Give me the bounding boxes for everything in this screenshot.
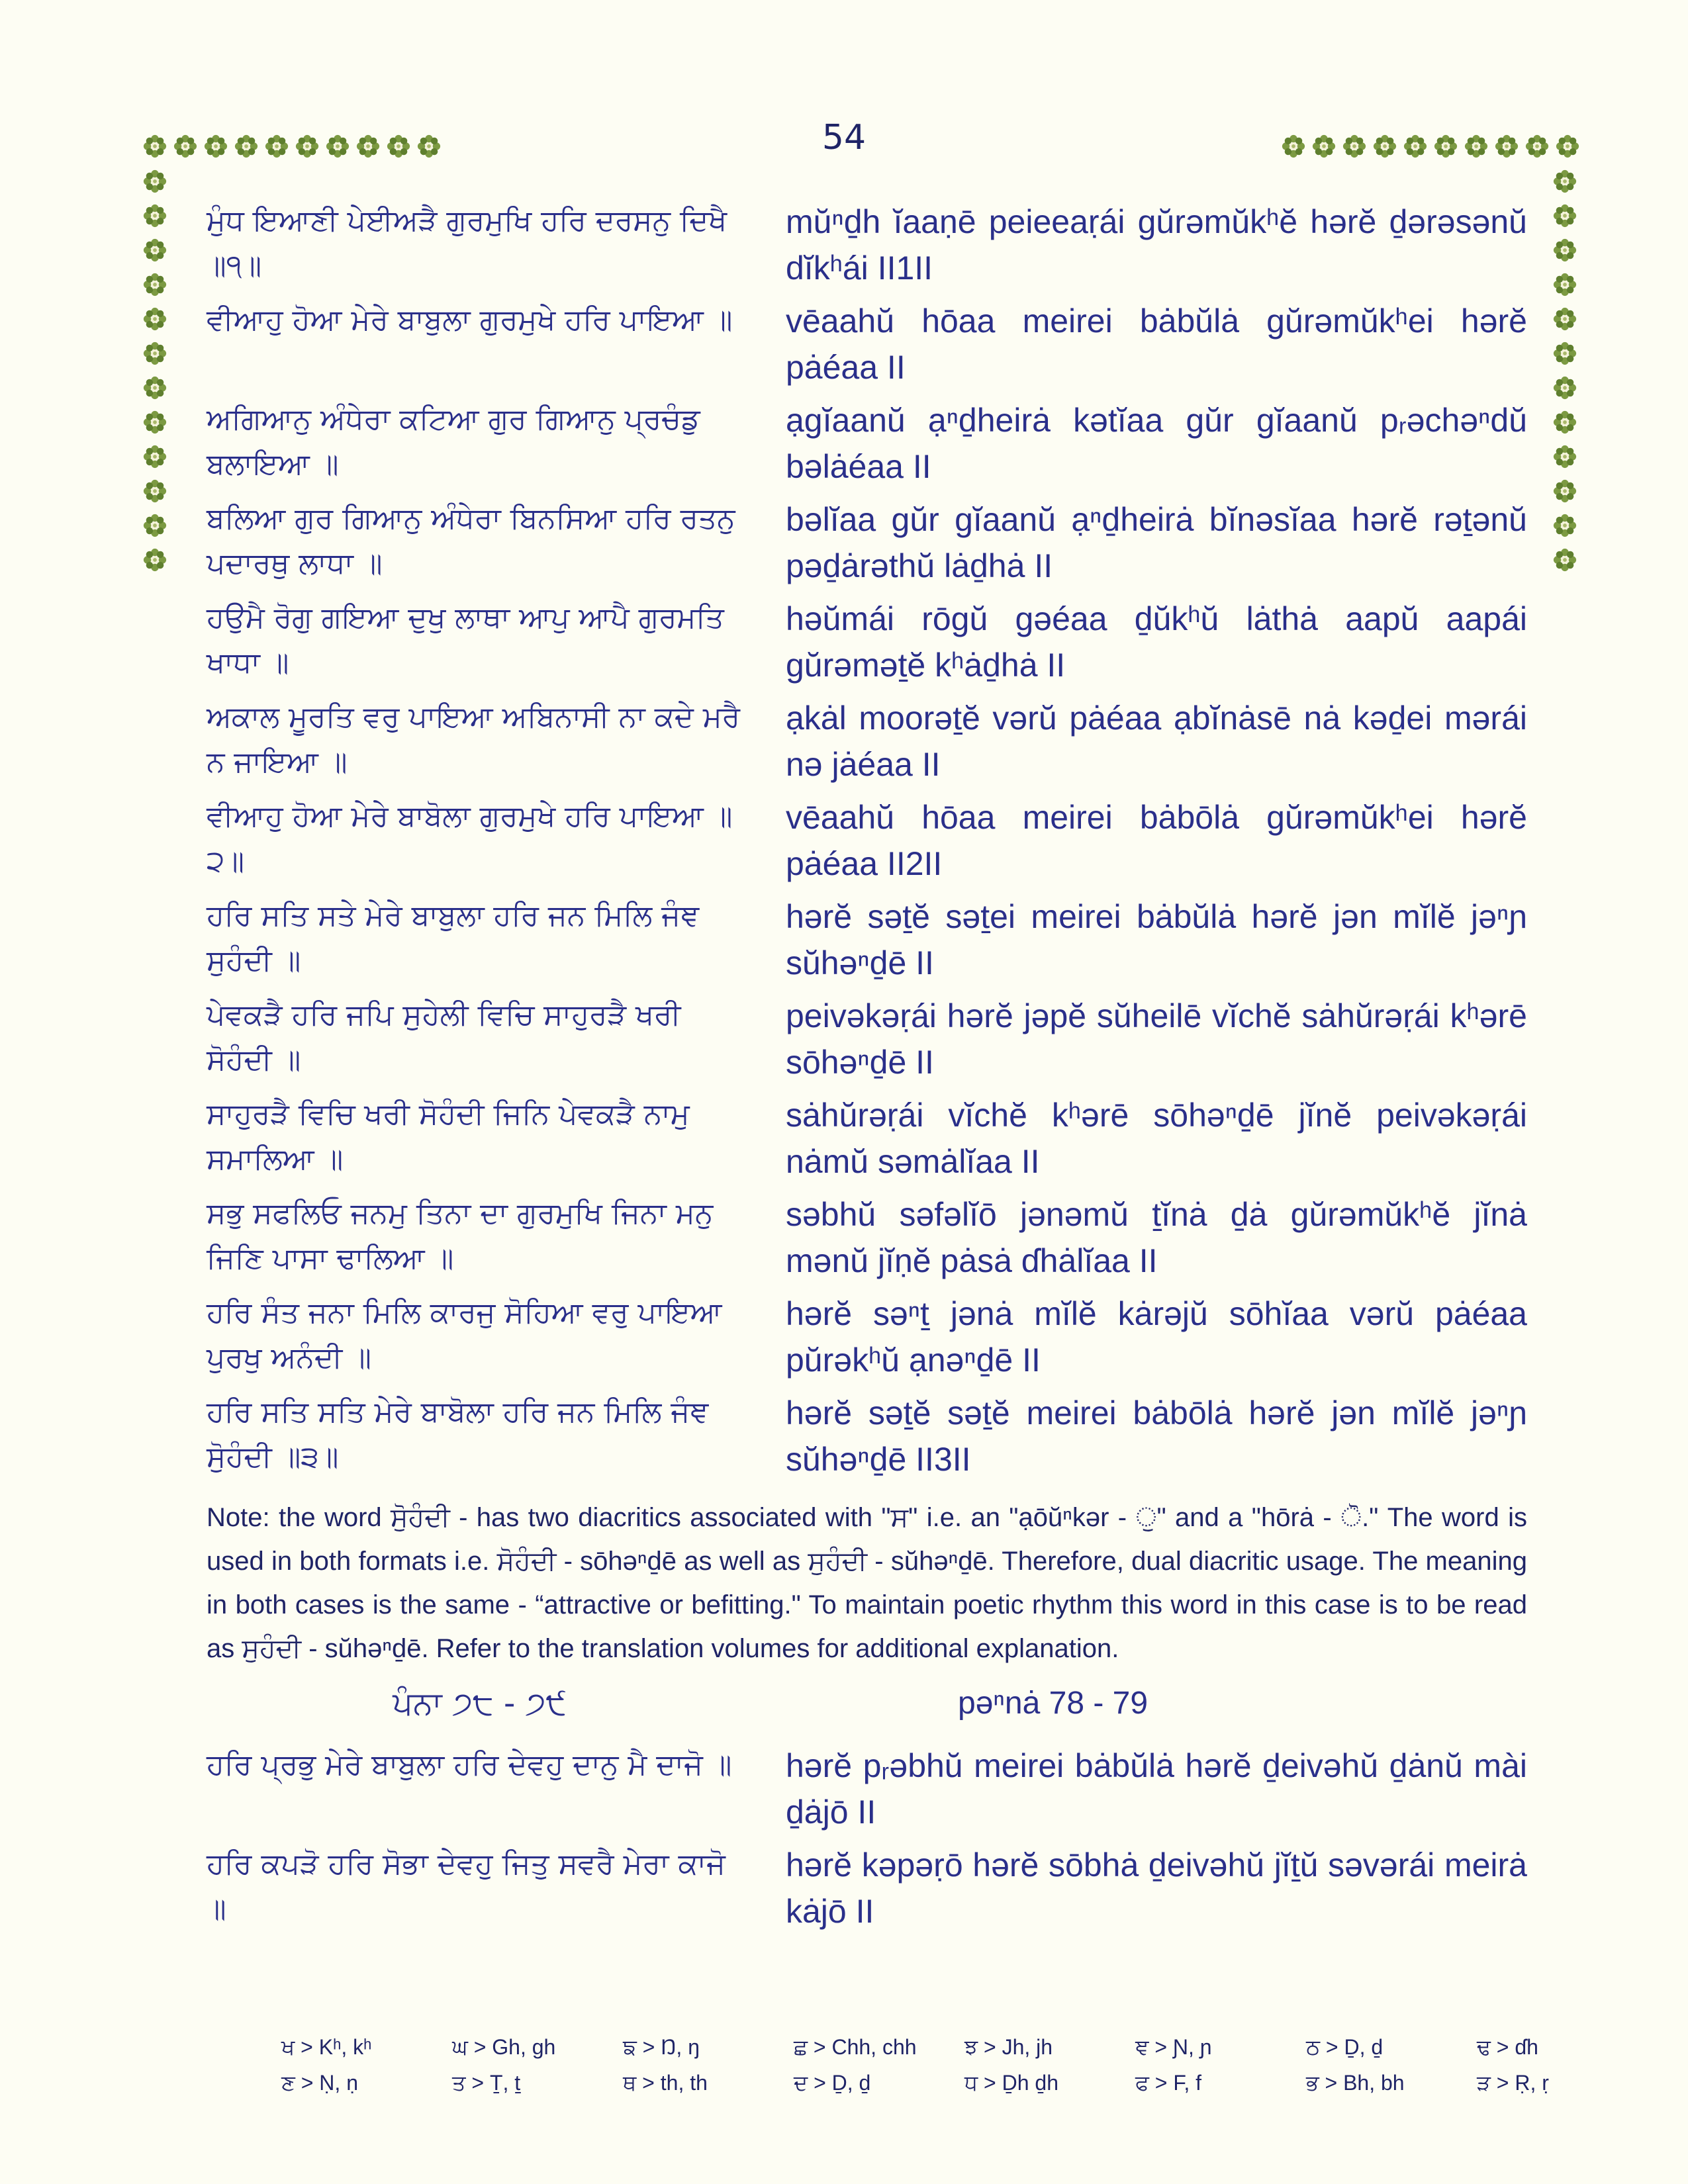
flower-icon (416, 134, 442, 159)
flower-icon (142, 341, 167, 366)
verse-row (207, 993, 1527, 1092)
flower-icon (142, 478, 167, 504)
verse-row (207, 397, 1527, 496)
flower-icon (386, 134, 411, 159)
gurmukhi-verse: ਹਉਮੈ ਰੋਗੁ ਗਇਆ ਦੁਖੁ ਲਾਥਾ ਆਪੁ ਆਪੈ ਗੁਰਮਤਿ ਖਾਧਾ ॥ (207, 601, 724, 680)
verse-row (207, 695, 1527, 794)
gurmukhi-verse: ਵੀਆਹੁ ਹੋਆ ਮੇਰੇ ਬਾਬੁਲਾ ਗੁਰਮੁਖੇ ਹਰਿ ਪਾਇਆ ॥ (207, 303, 733, 337)
gurmukhi-verse: ਹਰਿ ਸਤਿ ਸਤੇ ਮੇਰੇ ਬਾਬੁਲਾ ਹਰਿ ਜਨ ਮਿਲਿ ਜੰਞ ਸੁਹੰਦੀ ॥ (207, 899, 700, 978)
legend-row (281, 2035, 1648, 2071)
flower-icon (142, 375, 167, 400)
gurmukhi-verse: ਅਕਾਲ ਮੂਰਤਿ ਵਰੁ ਪਾਇਆ ਅਬਿਨਾਸੀ ਨਾ ਕਦੇ ਮਰੈ ਨ ਜਾਇਆ ॥ (207, 700, 741, 779)
legend-item: ਢ > ɗh (1477, 2035, 1538, 2059)
legend-item: ਫ > F, f (1135, 2071, 1202, 2095)
verse-row (207, 1842, 1527, 1941)
flower-icon (1464, 134, 1489, 159)
verse-row (207, 496, 1527, 596)
legend-item: ਛ > Chh, chh (794, 2035, 917, 2059)
legend-item: ਝ > Jh, jh (964, 2035, 1053, 2059)
page-reference (207, 1685, 1527, 1723)
legend-item: ਤ > Ṯ, ṯ (452, 2071, 521, 2095)
verse-row (207, 1291, 1527, 1390)
gurmukhi-verse: ਹਰਿ ਸੰਤ ਜਨਾ ਮਿਲਿ ਕਾਰਜੁ ਸੋਹਿਆ ਵਰੁ ਪਾਇਆ ਪੁਰਖੁ ਅਨੰਦੀ ॥ (207, 1296, 722, 1375)
verse-row (207, 1092, 1527, 1191)
flower-icon (264, 134, 289, 159)
verse-row (207, 1743, 1527, 1842)
flower-icon (1555, 134, 1580, 159)
flower-border-top-left (142, 134, 442, 159)
transliteration: vēaahŭ hōaa meirei bȧbōlȧ gŭrəmŭkʰei hərĕ pȧéaa II2II (786, 799, 1527, 882)
gurmukhi-verse: ਮੁੰਧ ਇਆਣੀ ਪੇਈਅੜੈ ਗੁਰਮੁਖਿ ਹਰਿ ਦਰਸਨੁ ਦਿਖੈ ॥੧॥ (207, 204, 727, 283)
gurmukhi-verse: ਹਰਿ ਸਤਿ ਸਤਿ ਮੇਰੇ ਬਾਬੋਲਾ ਹਰਿ ਜਨ ਮਿਲਿ ਜੰਞ ਸੋੁਹੰਦੀ ॥੩॥ (207, 1395, 709, 1474)
flower-icon (142, 444, 167, 469)
verse-row (207, 199, 1527, 298)
legend-item: ਘ > Gh, gh (452, 2035, 556, 2059)
verse-row (207, 298, 1527, 397)
transliteration: vēaahŭ hōaa meirei bȧbŭlȧ gŭrəmŭkʰei hərĕ pȧéaa II (786, 302, 1527, 386)
verse-row (207, 1191, 1527, 1291)
flower-icon (1552, 238, 1577, 263)
verse-row (207, 893, 1527, 993)
legend-item: ਦ > Ḏ, ḏ (794, 2071, 871, 2095)
transliteration: hərĕ səṯĕ səṯei meirei bȧbŭlȧ hərĕ jən mĭlĕ jəⁿɲ sŭhəⁿḏē II (786, 898, 1527, 981)
flower-icon (142, 238, 167, 263)
flower-icon (1342, 134, 1367, 159)
page-reference-translit: pəⁿnȧ 78 - 79 (958, 1686, 1149, 1721)
flower-icon (142, 410, 167, 435)
verse-row (207, 596, 1527, 695)
flower-icon (203, 134, 228, 159)
legend-item: ਥ > th, th (623, 2071, 708, 2095)
gurmukhi-verse: ਸਭੁ ਸਫਲਿਓ ਜਨਮੁ ਤਿਨਾ ਦਾ ਗੁਰਮੁਖਿ ਜਿਨਾ ਮਨੁ ਜਿਣਿ ਪਾਸਾ ਢਾਲਿਆ ॥ (207, 1197, 714, 1275)
legend-item: ਣ > Ṇ, ṇ (281, 2071, 358, 2095)
legend-item: ਞ > Ɲ, ɲ (1135, 2035, 1212, 2059)
flower-icon (142, 547, 167, 572)
flower-icon (325, 134, 350, 159)
flower-icon (142, 306, 167, 332)
legend-item: ਠ > Ḏ, ḏ (1306, 2035, 1383, 2059)
transliteration: hərĕ pᵣəbhŭ meirei bȧbŭlȧ hərĕ ḏeivəhŭ ḏȧnŭ mài ḏȧjō II (786, 1747, 1527, 1831)
legend-item: ਖ > Kʰ, kʰ (281, 2035, 372, 2059)
flower-icon (1552, 513, 1577, 538)
transliteration: ạkȧl moorəṯĕ vərŭ pȧéaa ạbĭnȧsē nȧ kəḏei mərái nə jȧéaa II (786, 700, 1527, 783)
verse-row (207, 794, 1527, 893)
flower-icon (295, 134, 320, 159)
flower-icon (1552, 272, 1577, 297)
flower-icon (1552, 169, 1577, 194)
gurmukhi-verse: ਹਰਿ ਪ੍ਰਭੁ ਮੇਰੇ ਬਾਬੁਲਾ ਹਰਿ ਦੇਵਹੁ ਦਾਨੁ ਮੈ ਦਾਜੋ ॥ (207, 1748, 732, 1782)
note-paragraph: Note: the word ਸੋੁਹੰਦੀ - has two diacritics associated with "ਸ" i.e. an "ạōŭⁿkər - ੁ" and a "hōrȧ - ੋ." The word is used in both formats i.e. ਸੋਹੰਦੀ - sōhəⁿḏē as well as ਸੁਹੰਦੀ - sŭhəⁿḏē. Therefore, dual diacritic usage. The meaning in both cases is the same - “attractive or befitting." To maintain poetic rhythm this word in this case is to be read as ਸੁਹੰਦੀ - sŭhəⁿḏē. Refer to the translation volumes for additional explanation. (207, 1503, 1527, 1663)
legend-item: ਧ > Ḏh ḏh (964, 2071, 1059, 2095)
gurmukhi-verse: ਵੀਆਹੁ ਹੋਆ ਮੇਰੇ ਬਾਬੋਲਾ ਗੁਰਮੁਖੇ ਹਰਿ ਪਾਇਆ ॥੨॥ (207, 799, 733, 878)
transliteration: ạgĭaanŭ ạⁿḏheirȧ kətĭaa gŭr gĭaanŭ pᵣəchəⁿdŭ bəlȧéaa II (786, 402, 1527, 485)
transliteration: hərĕ səṯĕ səṯĕ meirei bȧbōlȧ hərĕ jən mĭlĕ jəⁿɲ sŭhəⁿḏē II3II (786, 1394, 1527, 1478)
flower-icon (173, 134, 198, 159)
gurmukhi-verse: ਸਾਹੁਰੜੈ ਵਿਚਿ ਖਰੀ ਸੋਹੰਦੀ ਜਿਨਿ ਪੇਵਕੜੈ ਨਾਮੁ ਸਮਾਲਿਆ ॥ (207, 1097, 690, 1176)
flower-icon (1372, 134, 1397, 159)
transliteration: peivəkəṛái hərĕ jəpĕ sŭheilē vĭchĕ sȧhŭrəṛái kʰərē sōhəⁿḏē II (786, 997, 1527, 1081)
page-number: 54 (821, 118, 867, 158)
transliteration: səbhŭ səfəlĭō jənəmŭ ṯĭnȧ ḏȧ gŭrəmŭkʰĕ jĭnȧ mənŭ jĭṇĕ pȧsȧ ɗhȧlĭaa II (786, 1196, 1527, 1279)
flower-icon (1494, 134, 1519, 159)
flower-border-right (1552, 169, 1577, 572)
flower-icon (142, 272, 167, 297)
flower-icon (142, 169, 167, 194)
flower-icon (1552, 306, 1577, 332)
transliteration: həŭmái rōgŭ gəéaa ḏŭkʰŭ lȧthȧ aapŭ aapái gŭrəməṯĕ kʰȧḏhȧ II (786, 600, 1527, 684)
flower-icon (142, 134, 167, 159)
flower-icon (1552, 478, 1577, 504)
main-content (207, 199, 1527, 1941)
legend-item: ੜ > Ṛ, ṛ (1477, 2071, 1549, 2095)
flower-icon (1552, 203, 1577, 228)
legend-item: ਙ > Ŋ, ŋ (623, 2035, 700, 2059)
flower-icon (1433, 134, 1458, 159)
flower-icon (1524, 134, 1550, 159)
flower-icon (234, 134, 259, 159)
flower-icon (355, 134, 381, 159)
gurmukhi-verse: ਅਗਿਆਨੁ ਅੰਧੇਰਾ ਕਟਿਆ ਗੁਰ ਗਿਆਨੁ ਪ੍ਰਚੰਡੁ ਬਲਾਇਆ ॥ (207, 402, 700, 481)
legend-row (281, 2071, 1648, 2107)
flower-icon (1552, 341, 1577, 366)
legend-item: ਭ > Bh, bh (1306, 2071, 1405, 2095)
flower-icon (142, 513, 167, 538)
transliteration: sȧhŭrəṛái vĭchĕ kʰərē sōhəⁿḏē jĭnĕ peivəkəṛái nȧmŭ səmȧlĭaa II (786, 1097, 1527, 1180)
transliteration-legend (281, 2035, 1648, 2107)
flower-icon (1552, 375, 1577, 400)
gurmukhi-verse: ਬਲਿਆ ਗੁਰ ਗਿਆਨੁ ਅੰਧੇਰਾ ਬਿਨਸਿਆ ਹਰਿ ਰਤਨੁ ਪਦਾਰਥੁ ਲਾਧਾ ॥ (207, 502, 735, 580)
gurmukhi-verse: ਪੇਵਕੜੈ ਹਰਿ ਜਪਿ ਸੁਹੇਲੀ ਵਿਚਿ ਸਾਹੁਰੜੈ ਖਰੀ ਸੋਹੰਦੀ ॥ (207, 998, 681, 1077)
flower-icon (1552, 410, 1577, 435)
transliteration: mŭⁿḏh ĭaaṇē peieeaṛái gŭrəmŭkʰĕ hərĕ ḏərəsənŭ dĭkʰái II1II (786, 203, 1527, 287)
verse-row (207, 1390, 1527, 1489)
flower-icon (142, 203, 167, 228)
flower-icon (1552, 547, 1577, 572)
flower-icon (1311, 134, 1336, 159)
flower-icon (1552, 444, 1577, 469)
transliteration: bəlĭaa gŭr gĭaanŭ ạⁿḏheirȧ bĭnəsĭaa hərĕ rəṯənŭ pəḏȧrəthŭ lȧḏhȧ II (786, 501, 1527, 584)
flower-icon (1281, 134, 1306, 159)
transliteration: hərĕ kəpəṛō hərĕ sōbhȧ ḏeivəhŭ jĭṯŭ səvərái meirȧ kȧjō II (786, 1846, 1527, 1930)
page-reference-gurmukhi: ਪੰਨਾ ੭੮ - ੭੯ (393, 1685, 567, 1722)
flower-border-left (142, 169, 167, 572)
flower-border-top-right (1281, 134, 1580, 159)
flower-icon (1403, 134, 1428, 159)
gurmukhi-verse: ਹਰਿ ਕਪੜੋ ਹਰਿ ਸੋਭਾ ਦੇਵਹੁ ਜਿਤੁ ਸਵਰੈ ਮੇਰਾ ਕਾਜੋ ॥ (207, 1847, 726, 1926)
transliteration: hərĕ səⁿṯ jənȧ mĭlĕ kȧrəjŭ sōhĭaa vərŭ pȧéaa pŭrəkʰŭ ạnəⁿḏē II (786, 1295, 1527, 1379)
